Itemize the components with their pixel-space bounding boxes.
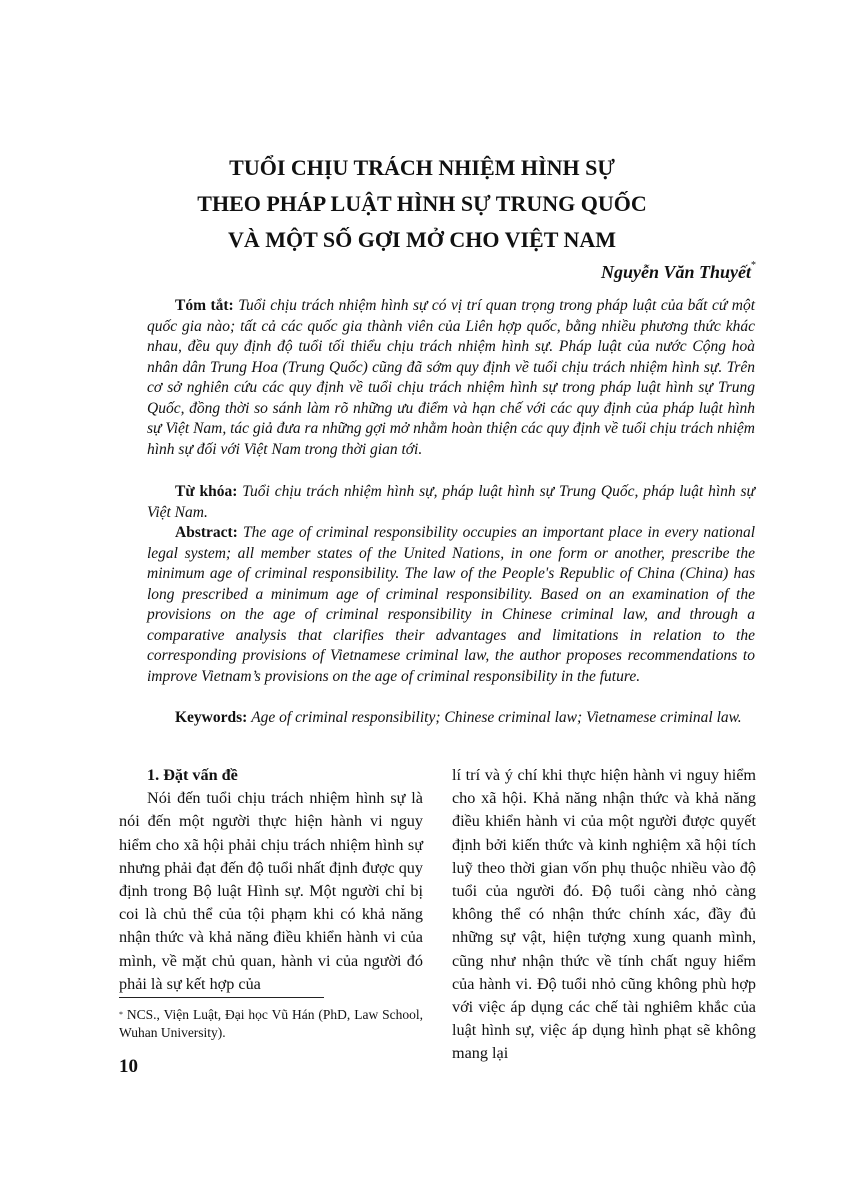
footnote bbox=[119, 1006, 423, 1042]
author-byline bbox=[601, 262, 756, 283]
abstract-label: Abstract: bbox=[175, 524, 238, 541]
keywords-vi-text: Tuổi chịu trách nhiệm hình sự, pháp luật hình sự Trung Quốc, pháp luật hình sự Việt Nam. bbox=[147, 483, 755, 521]
abstract-english bbox=[147, 523, 755, 687]
title-line-1: TUỔI CHỊU TRÁCH NHIỆM HÌNH SỰ bbox=[229, 155, 615, 180]
article-title bbox=[0, 150, 844, 258]
keywords-en-label: Keywords: bbox=[175, 709, 248, 726]
summary-label: Tóm tắt: bbox=[175, 297, 234, 314]
author-name: Nguyễn Văn Thuyết bbox=[600, 262, 751, 282]
title-line-3: VÀ MỘT SỐ GỢI MỞ CHO VIỆT NAM bbox=[227, 227, 617, 252]
section-heading: 1. Đặt vấn đề bbox=[147, 766, 238, 784]
title-line-2: THEO PHÁP LUẬT HÌNH SỰ TRUNG QUỐC bbox=[197, 191, 647, 216]
body-paragraph-left: Nói đến tuổi chịu trách nhiệm hình sự là nói đến một người thực hiện hành vi nguy hiểm cho xã hội phải chịu trách nhiệm hình sự nhưng phải đạt đến độ tuổi nhất định được quy định trong Bộ luật Hình sự. Một người chỉ bị coi là chủ thể của tội phạm khi có khả năng nhận thức và khả năng điều khiển hành vi của mình, về mặt chủ quan, hành vi của người đó phải là sự kết hợp của bbox=[119, 789, 423, 993]
page-number: 10 bbox=[119, 1056, 138, 1077]
keywords-vi-label: Từ khóa: bbox=[175, 483, 238, 500]
abstract-text: The age of criminal responsibility occupies an important place in every national legal system; all member states of the United Nations, in one form or another, prescribe the minimum age of criminal responsibility. The law of the People's Republic of China (China) has long prescribed a minimum age of criminal responsibility. Based on an examination of the provisions on the age of criminal responsibility in Chinese criminal law, and through a comparative analysis that clarifies their advantages and limitations in relation to the corresponding provisions of Vietnamese criminal law, the author proposes recommendations to improve Vietnam’s provisions on the age of criminal responsibility in the future. bbox=[147, 524, 755, 685]
footnote-text: NCS., Viện Luật, Đại học Vũ Hán (PhD, Law School, Wuhan University). bbox=[119, 1007, 423, 1040]
keywords-en-text: Age of criminal responsibility; Chinese criminal law; Vietnamese criminal law. bbox=[251, 709, 742, 726]
summary-vietnamese bbox=[147, 296, 755, 460]
footnote-divider bbox=[119, 997, 324, 998]
footnote-mark: * bbox=[119, 1010, 123, 1019]
keywords-english bbox=[147, 708, 755, 729]
summary-text: Tuổi chịu trách nhiệm hình sự có vị trí quan trọng trong pháp luật của bất cứ một quốc gia nào; tất cả các quốc gia thành viên của Liên hợp quốc, bằng nhiều phương thức khác nhau, đều quy định độ tuổi tối thiểu chịu trách nhiệm hình sự. Pháp luật của nước Cộng hoà nhân dân Trung Hoa (Trung Quốc) cũng đã sớm quy định về tuổi chịu trách nhiệm hình sự. Trên cơ sở nghiên cứu các quy định về tuổi chịu trách nhiệm hình sự trong pháp luật hình sự Trung Quốc, đồng thời so sánh làm rõ những ưu điểm và hạn chế với các quy định của pháp luật hình sự Việt Nam, tác giả đưa ra những gợi mở nhằm hoàn thiện các quy định về tuổi chịu trách nhiệm hình sự đối với Việt Nam trong thời gian tới. bbox=[147, 297, 755, 458]
body-paragraph-right: lí trí và ý chí khi thực hiện hành vi nguy hiểm cho xã hội. Khả năng nhận thức và khả năng điều khiển hành vi của một người được quyết định bởi kiến thức và kinh nghiệm xã hội tích luỹ theo thời gian vốn phụ thuộc nhiều vào độ tuổi của người đó. Độ tuổi càng nhỏ càng không thể có nhận thức chính xác, đầy đủ những sự vật, hiện tượng xung quanh mình, cũng như nhận thức về tính chất nguy hiểm của hành vi. Độ tuổi nhỏ cũng không phù hợp với việc áp dụng các chế tài nghiêm khắc của luật hình sự, việc áp dụng hình phạt sẽ không mang lại bbox=[452, 766, 756, 1063]
keywords-vietnamese bbox=[147, 482, 755, 523]
body-column-right bbox=[452, 764, 756, 1066]
author-footnote-mark: * bbox=[751, 260, 756, 271]
body-column-left bbox=[119, 764, 423, 996]
